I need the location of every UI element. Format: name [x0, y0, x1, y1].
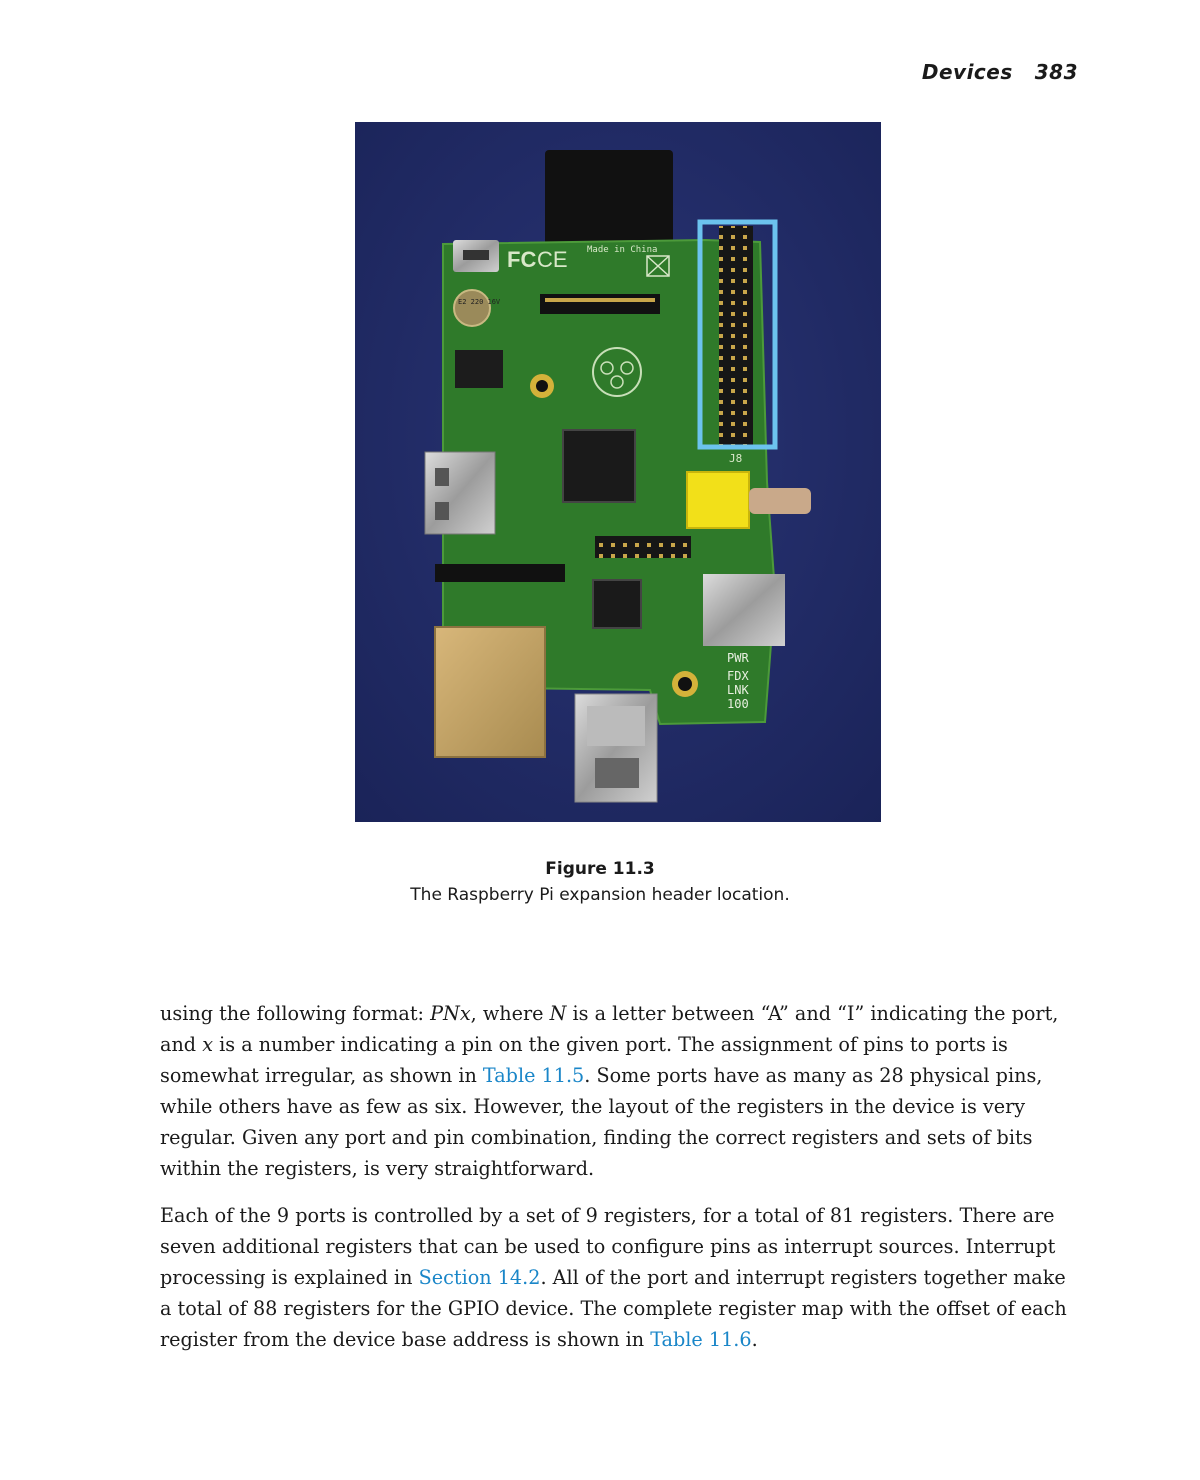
sd-card: [545, 150, 673, 250]
section-14-2-link[interactable]: Section 14.2: [418, 1266, 541, 1289]
figure-number: Figure 11.3: [545, 859, 655, 879]
ethernet-port: [435, 627, 545, 757]
figure-caption: [0, 856, 1200, 908]
display-connector: [540, 294, 660, 314]
rca-video-port: [687, 472, 749, 528]
raspberry-pi-board-illustration: [355, 122, 881, 822]
svg-text:FDX: FDX: [727, 669, 749, 683]
svg-text:FC: FC: [507, 247, 537, 272]
soc-chip: [563, 430, 635, 502]
figure-caption-text: The Raspberry Pi expansion header location.: [410, 885, 790, 905]
page-number: 383: [1034, 60, 1078, 84]
svg-text:LNK: LNK: [727, 683, 749, 697]
svg-text:CE: CE: [537, 247, 568, 272]
status-leds: [727, 651, 749, 711]
figure-raspberry-pi-photo: [355, 122, 881, 822]
svg-text:E2 220 16V: E2 220 16V: [458, 298, 501, 306]
audio-jack: [703, 574, 785, 646]
table-11-5-link[interactable]: Table 11.5: [482, 1064, 585, 1087]
table-11-6-link[interactable]: Table 11.6: [650, 1328, 752, 1351]
voltage-regulator: [455, 350, 503, 388]
capacitor: [454, 290, 490, 326]
lan-chip: [593, 580, 641, 628]
paragraph: using the following format: PNx, where N is a letter between “A” and “I” indicating the port, and x is a number indicating a pin on the given port. The assignment of pins to ports is somewhat irregular, as shown in Table 11.5. Some ports have as many as 28 physical pins, while others have as few as six. However, the layout of the registers in the device is very regular. Given any port and pin combination, finding the correct registers and sets of bits within the registers, is very straightforward.: [160, 1002, 1059, 1180]
running-head: [922, 60, 1078, 84]
paragraph: Each of the 9 ports is controlled by a set of 9 registers, for a total of 81 registers. There are seven additional registers that can be used to configure pins as interrupt sources. Interrupt processing is explained in Section 14.2. All of the port and interrupt registers together make a total of 88 registers for the GPIO device. The complete register map with the offset of each register from the device base address is shown in Table 11.6.: [160, 1204, 1067, 1351]
camera-connector: [435, 564, 565, 582]
section-title: Devices: [921, 60, 1013, 84]
made-in-label: Made in China: [587, 245, 658, 255]
svg-text:J8: J8: [729, 452, 743, 465]
hdmi-port: [425, 452, 495, 534]
svg-text:PWR: PWR: [727, 651, 749, 665]
small-header: [595, 536, 691, 558]
svg-text:100: 100: [727, 697, 749, 711]
body-text: [160, 998, 1080, 1371]
gpio-expansion-header: [719, 226, 753, 446]
